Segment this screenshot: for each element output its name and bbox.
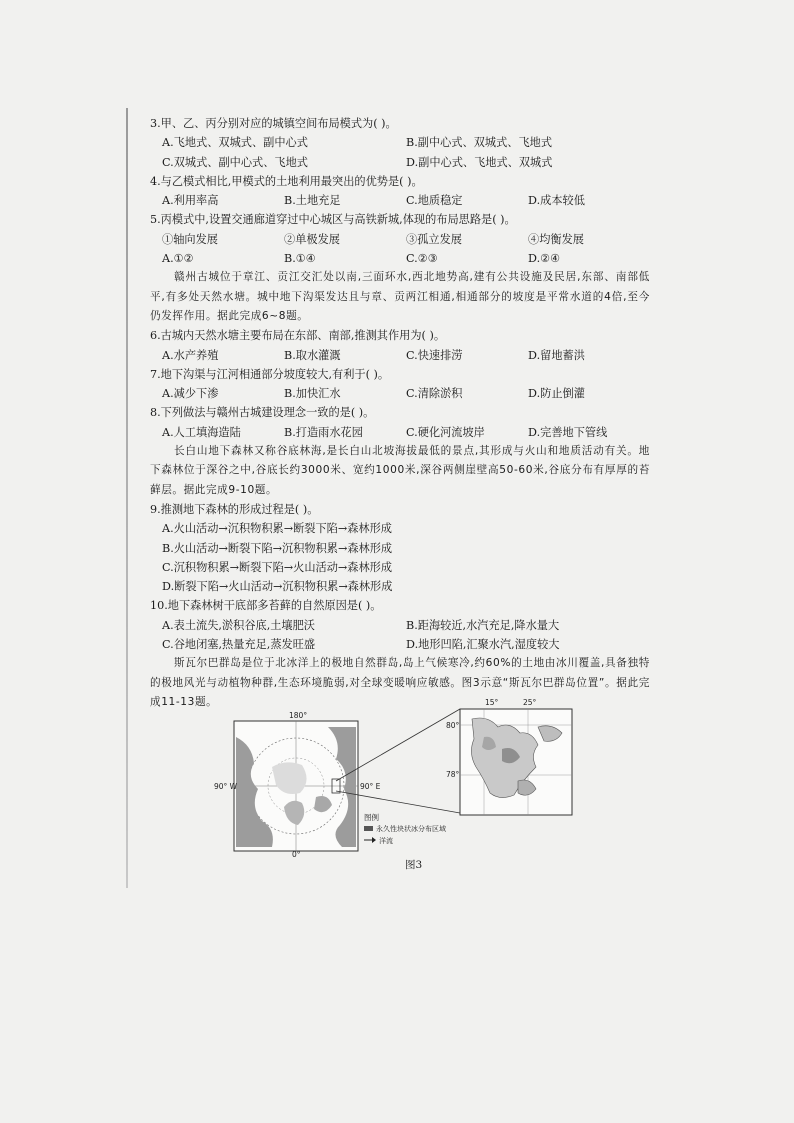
- q6-stem: 6.古城内天然水塘主要布局在东部、南部,推测其作用为( )。: [150, 329, 446, 343]
- q7-option-d: D.防止倒灌: [528, 387, 585, 401]
- page-edge: [126, 108, 128, 888]
- lon-label-0: 0°: [292, 850, 301, 859]
- lat-label-80: 80°: [446, 721, 460, 730]
- q8-option-a: A.人工填海造陆: [162, 425, 241, 439]
- passage-changbaishan: 长白山地下森林又称谷底林海,是长白山北坡海拔最低的景点,其形成与火山和地质活动有关。地下森林位于深谷之中,谷底长约3000米、宽约1000米,深谷两侧崖壁高50-60米,谷底分布有厚厚的苔藓层。据此完成9-10题。: [150, 445, 650, 496]
- q7-options: [150, 384, 650, 403]
- q10-option-b: B.距海较近,水汽充足,降水量大: [406, 618, 560, 632]
- legend-title: 图例: [364, 813, 379, 822]
- q5-choice-3: ③孤立发展: [406, 232, 462, 246]
- figure-3: [214, 697, 622, 877]
- q5-options: [150, 249, 650, 268]
- q6-option-d: D.留地蓄洪: [528, 348, 585, 362]
- q8-option-b: B.打造雨水花园: [284, 425, 363, 439]
- q9-option-c: C.沉积物积累→断裂下陷→火山活动→森林形成: [162, 560, 393, 574]
- q4-option-d: D.成本较低: [528, 194, 585, 208]
- q5-choices: [150, 230, 650, 249]
- q3-stem: 3.甲、乙、丙分别对应的城镇空间布局模式为( )。: [150, 117, 397, 130]
- passage-ganzhou: 赣州古城位于章江、贡江交汇处以南,三面环水,西北地势高,建有公共设施及民居,东部、南部低平,有多处天然水塘。城中地下沟渠发达且与章、贡两江相通,相通部分的坡度是平常水道的4倍,至今仍发挥作用。据此完成6~8题。: [150, 271, 650, 322]
- q9-option-d: D.断裂下陷→火山活动→沉积物积累→森林形成: [162, 580, 393, 594]
- legend-current-arrow-icon: [372, 837, 376, 843]
- q7-option-c: C.清除淤积: [406, 387, 463, 401]
- legend-current-label: 洋流: [379, 837, 393, 845]
- q3-options-2: [150, 153, 650, 172]
- q5-option-c: C.②③: [406, 252, 438, 266]
- q10-options: [150, 616, 650, 635]
- q10-options-2: [150, 635, 650, 654]
- figure-caption: 图3: [405, 859, 423, 871]
- q7-option-a: A.减少下渗: [162, 387, 219, 401]
- lon-label-90e: 90° E: [360, 782, 381, 791]
- q5-choice-2: ②单极发展: [284, 232, 340, 246]
- q5-option-a: A.①②: [162, 252, 194, 266]
- lon-label-90w: 90° W: [214, 782, 238, 791]
- q3-option-a: A.飞地式、双城式、副中心式: [162, 136, 308, 150]
- arctic-map: [234, 721, 358, 851]
- q3-option-c: C.双城式、副中心式、飞地式: [162, 155, 308, 169]
- q10-option-d: D.地形凹陷,汇聚水汽,湿度较大: [406, 638, 560, 652]
- q5-choice-1: ①轴向发展: [162, 232, 218, 246]
- q3-option-b: B.副中心式、双城式、飞地式: [406, 136, 553, 150]
- figure-3-maps: [214, 697, 622, 859]
- lon-label-180: 180°: [289, 711, 308, 720]
- q8-options: [150, 423, 650, 442]
- q8-option-d: D.完善地下管线: [528, 425, 608, 439]
- q6-option-c: C.快速排涝: [406, 348, 463, 362]
- legend-ice-swatch: [364, 826, 373, 831]
- lat-label-78: 78°: [446, 770, 460, 779]
- q9-option-b: B.火山活动→断裂下陷→沉积物积累→森林形成: [162, 541, 393, 555]
- q9-option-a: A.火山活动→沉积物积累→断裂下陷→森林形成: [162, 522, 392, 536]
- q6-options: [150, 346, 650, 365]
- q5-choice-4: ④均衡发展: [528, 232, 584, 246]
- q8-stem: 8.下列做法与赣州古城建设理念一致的是( )。: [150, 406, 375, 420]
- q4-option-c: C.地质稳定: [406, 194, 463, 208]
- q4-options: [150, 191, 650, 210]
- q10-option-a: A.表土流失,淤积谷底,土壤肥沃: [162, 618, 315, 632]
- q9-stem: 9.推测地下森林的形成过程是( )。: [150, 502, 319, 516]
- q4-option-b: B.土地充足: [284, 194, 341, 208]
- q5-option-d: D.②④: [528, 252, 561, 266]
- q5-stem: 5.丙模式中,设置交通廊道穿过中心城区与高铁新城,体现的布局思路是( )。: [150, 213, 516, 227]
- q3-option-d: D.副中心式、飞地式、双城式: [406, 155, 553, 169]
- q4-option-a: A.利用率高: [162, 194, 219, 208]
- q4-stem: 4.与乙模式相比,甲模式的土地利用最突出的优势是( )。: [150, 174, 423, 188]
- q10-stem: 10.地下森林树干底部多苔藓的自然原因是( )。: [150, 599, 382, 613]
- q8-option-c: C.硬化河流坡岸: [406, 425, 485, 439]
- q3-options: [150, 133, 650, 152]
- q6-option-b: B.取水灌溉: [284, 348, 341, 362]
- q6-option-a: A.水产养殖: [162, 348, 219, 362]
- svalbard-map: [460, 709, 572, 815]
- q7-option-b: B.加快汇水: [284, 387, 341, 401]
- lon-label-15: 15°: [485, 698, 499, 707]
- legend-ice-label: 永久性块状冰分布区域: [376, 825, 446, 833]
- question-content: [150, 114, 650, 712]
- q10-option-c: C.谷地闭塞,热量充足,蒸发旺盛: [162, 638, 316, 652]
- lon-label-25: 25°: [523, 698, 537, 707]
- passage-svalbard: 斯瓦尔巴群岛是位于北冰洋上的极地自然群岛,岛上气候寒冷,约60%的土地由冰川覆盖,具备独特的极地风光与动植物种群,生态环境脆弱,对全球变暖响应敏感。图3示意“斯瓦尔巴群岛位置”。据此完成11-13题。: [150, 657, 650, 708]
- q5-option-b: B.①④: [284, 252, 316, 266]
- q7-stem: 7.地下沟渠与江河相通部分坡度较大,有利于( )。: [150, 367, 390, 381]
